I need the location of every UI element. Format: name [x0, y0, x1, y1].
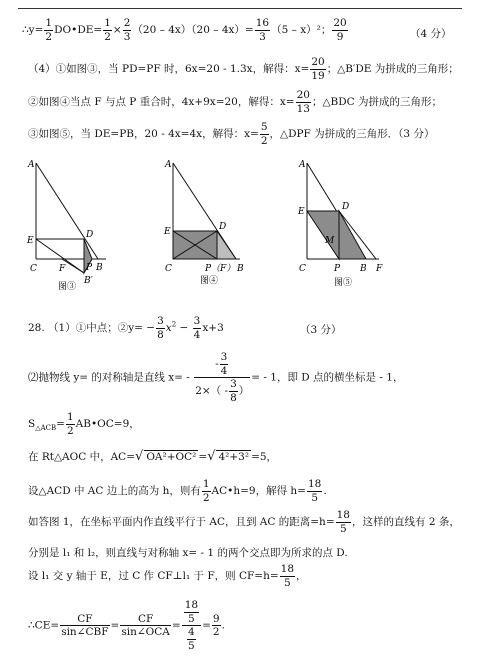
- text: 2: [171, 320, 177, 329]
- figure-4: [160, 155, 275, 295]
- text: （20 – 4x）（20 – 4x）=: [132, 24, 254, 36]
- question-number: 28.: [28, 322, 45, 334]
- line-height-h: [28, 479, 327, 503]
- fraction: $\frac{1}{2}$: [104, 17, 111, 43]
- text: =5，: [251, 451, 278, 463]
- text: −: [176, 322, 192, 334]
- label-a: A: [28, 160, 35, 170]
- figure-5: [294, 155, 409, 295]
- text: x+3: [202, 322, 224, 334]
- line-ac-length: 在 Rt△AOC 中，AC=√ OA²+OC² =√ 4²+3² =5，: [28, 449, 278, 464]
- fraction: $\frac{3}{8}$: [157, 315, 164, 341]
- label-p: P: [86, 263, 93, 273]
- text: S: [28, 418, 36, 430]
- text: 设 l₁ 交 y 轴于 E，过 C 作 CF⊥l₁ 于 F，则 CF=h=: [28, 570, 279, 582]
- label-e: E: [298, 207, 305, 217]
- caption: 图⑤: [334, 278, 353, 288]
- line-cf: [28, 564, 307, 588]
- text: （1）①中点；②y= −: [48, 322, 156, 334]
- label-f: F: [59, 264, 66, 274]
- fraction: $\frac{20}{9}$: [333, 17, 347, 43]
- fraction: $\frac{5}{2}$: [260, 121, 268, 147]
- text: ×: [112, 24, 122, 36]
- text: 如答图 1，在坐标平面内作直线平行于 AC，且到 AC 的距离=h=: [28, 516, 335, 528]
- fraction: $\frac{1}{2}$: [202, 478, 210, 504]
- fraction: $\frac{20}{13}$: [296, 89, 310, 115]
- label-b-prime: B′: [84, 276, 93, 286]
- complex-fraction: - $\frac{3}{4}$ 2×（ - $\frac{3}{8}$ ）: [195, 351, 250, 404]
- label-e: E: [164, 227, 171, 237]
- label-c: C: [299, 264, 306, 274]
- text: DO•DE=: [54, 24, 103, 36]
- fraction: $\frac{2}{3}$: [123, 17, 131, 43]
- label-c: C: [30, 264, 37, 274]
- score-label: （3 分）: [300, 324, 342, 336]
- line-parallel: [28, 510, 460, 534]
- label-b: B: [360, 264, 367, 274]
- text: ③如图⑤，当 DE=PB，20 - 4x=4x，解得：x=: [28, 128, 259, 140]
- text: △ACB: [35, 424, 57, 433]
- label-d: D: [86, 230, 94, 240]
- fraction: $\frac{CF}{\text{sin∠CBF}}$: [61, 612, 109, 638]
- figure-3: [26, 155, 141, 295]
- complex-fraction: $\frac{\frac{18}{5}}{\frac{4}{5}}$: [182, 600, 201, 651]
- label-b: B: [237, 264, 244, 274]
- caption: 图③: [58, 282, 77, 292]
- text: 在 Rt△AOC 中，AC=: [28, 451, 136, 463]
- line-y-expression: [22, 18, 349, 42]
- text: x: [165, 322, 172, 334]
- line-fig5-solution: [28, 122, 434, 146]
- text: =: [202, 619, 211, 632]
- fraction: $\frac{CF}{\text{sin∠OCA}}$: [121, 612, 170, 638]
- q28-part1: [28, 316, 224, 340]
- text: （4）①如图③，当 PD=PF 时，6x=20 - 1.3x，解得：x=: [28, 63, 310, 75]
- label-d: D: [219, 222, 227, 232]
- text: AC•h=9，解得 h=: [211, 485, 306, 497]
- sqrt-content: 4²+3²: [218, 451, 250, 463]
- fraction: $\frac{20}{19}$: [311, 56, 325, 82]
- label-d: D: [342, 202, 350, 212]
- label-p: P: [334, 264, 341, 274]
- fraction: $\frac{1}{2}$: [66, 411, 74, 437]
- caption: 图④: [200, 276, 219, 286]
- text: ∴CE=: [28, 619, 60, 632]
- text: （5 – x）²；: [271, 24, 332, 36]
- text: = - 1，即 D 点的横坐标是 - 1，: [251, 371, 404, 384]
- text: AB•OC=9，: [75, 418, 140, 430]
- line-fig4-solution: [28, 90, 442, 114]
- fraction: $\frac{18}{5}$: [280, 563, 295, 589]
- text: ②如图④当点 F 与点 P 重合时，4x+9x=20，解得：x=: [28, 96, 295, 108]
- text: =: [56, 418, 65, 430]
- label-a: A: [299, 160, 306, 170]
- text: .: [221, 619, 225, 632]
- line-lines-l1-l2: 分别是 l₁ 和 l₂，则直线与对称轴 x= - 1 的两个交点即为所求的点 D.: [28, 547, 348, 559]
- label-a: A: [165, 160, 172, 170]
- line-fig3-solution: [28, 57, 459, 81]
- top-rule: [18, 8, 462, 9]
- line-ce: [28, 600, 225, 651]
- text: ；△BDC 为拼成的三角形；: [311, 96, 443, 108]
- text: =: [198, 451, 208, 463]
- text: ，: [296, 570, 307, 582]
- fraction: $\frac{16}{3}$: [255, 17, 270, 43]
- text: ∴y=: [22, 24, 44, 36]
- line-axis-of-symmetry: [28, 352, 403, 403]
- label-pf: P（F）: [205, 264, 236, 274]
- fraction: $\frac{9}{2}$: [212, 612, 220, 638]
- text: ，△DPF 为拼成的三角形．（3 分）: [269, 128, 435, 140]
- text: =: [171, 619, 181, 632]
- fraction: $\frac{3}{4}$: [193, 315, 201, 341]
- label-m: M: [325, 236, 335, 246]
- label-b: B: [96, 263, 103, 273]
- text: .: [323, 485, 327, 497]
- sqrt-content: OA²+OC²: [146, 451, 197, 463]
- score-label: （4 分）: [410, 28, 452, 40]
- line-area: [28, 412, 140, 436]
- text: 设△ACD 中 AC 边上的高为 h，则有: [28, 485, 201, 497]
- label-c: C: [165, 264, 172, 274]
- label-f: F: [376, 264, 383, 274]
- label-e: E: [27, 236, 34, 246]
- text: ；△B′DE 为拼成的三角形；: [326, 63, 459, 75]
- fraction: $\frac{18}{5}$: [307, 478, 322, 504]
- fraction: $\frac{18}{5}$: [336, 509, 350, 535]
- text: ，这样的直线有 2 条，: [352, 516, 460, 528]
- text: =: [110, 619, 120, 632]
- text: ⑵抛物线 y= 的对称轴是直线 x= -: [28, 371, 190, 384]
- fraction: $\frac{1}{2}$: [45, 17, 53, 43]
